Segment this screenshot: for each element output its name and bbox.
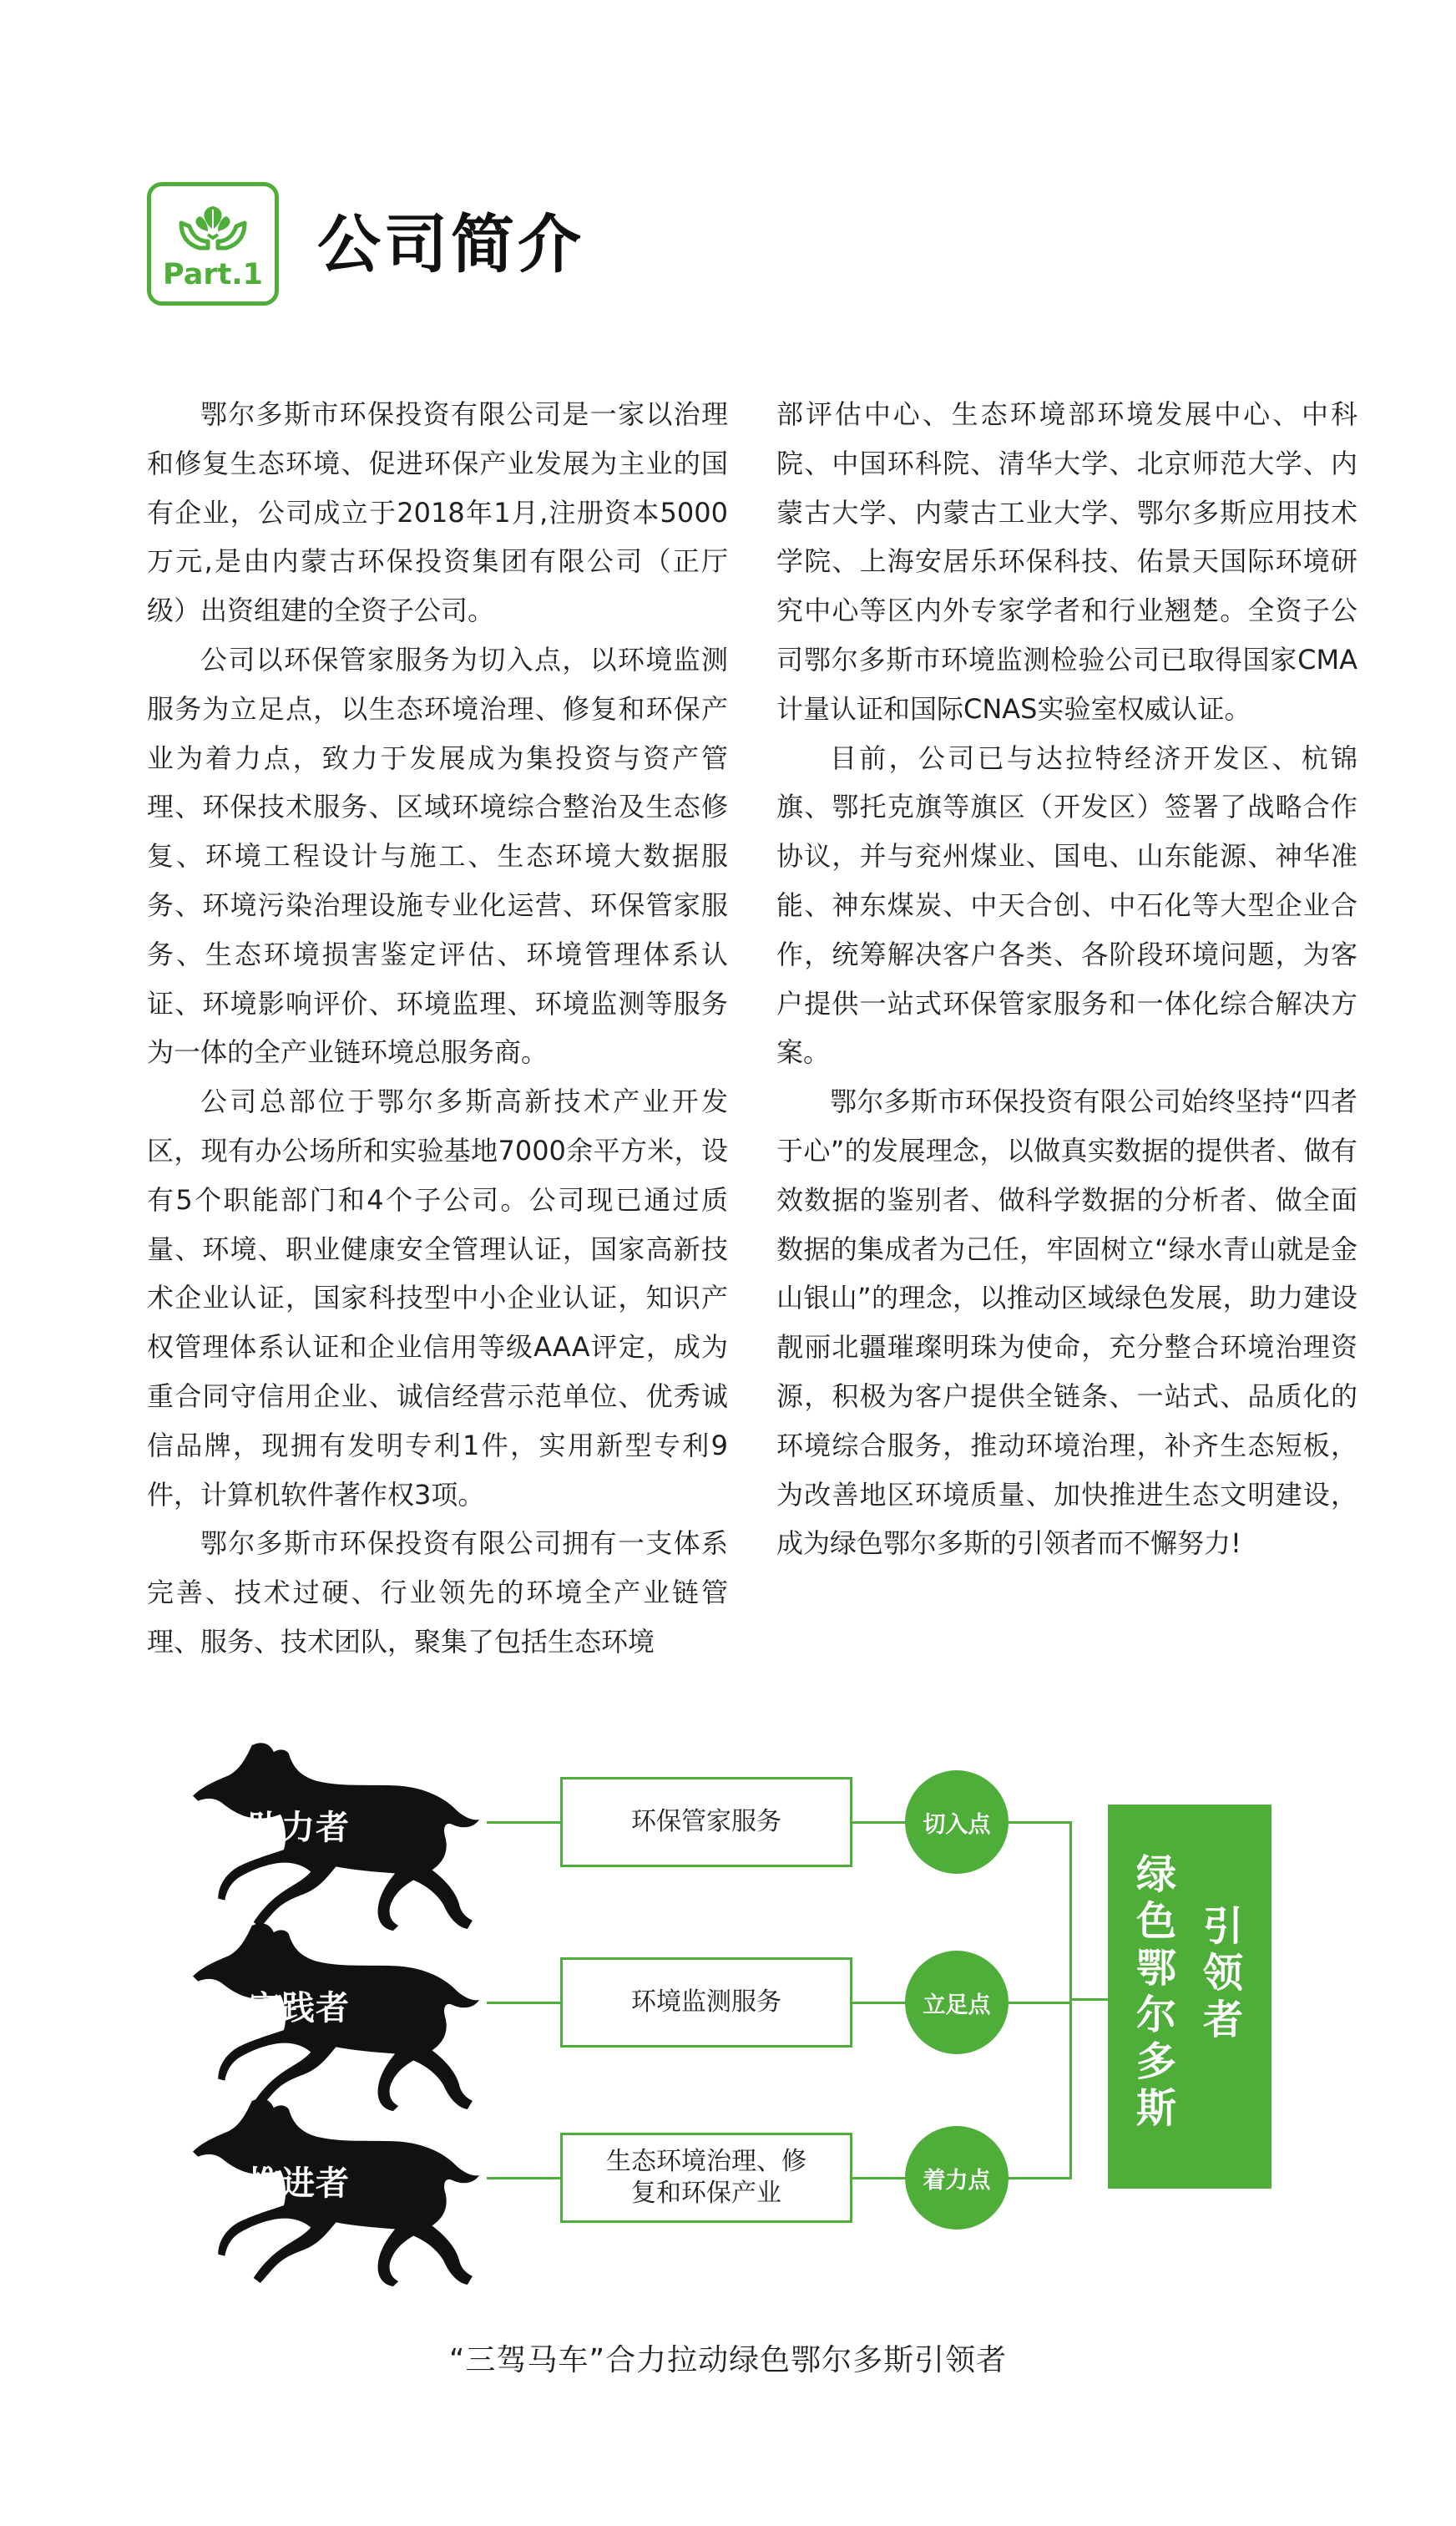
paragraph: 公司总部位于鄂尔多斯高新技术产业开发区，现有办公场所和实验基地7000余平方米，设有5个职能部门和4个子公司。公司现已通过质量、环境、职业健康安全管理认证，国家高新技术企业认证，国家科技型中小企业认证，知识产权管理体系认证和企业信用等级AAA评定，成为重合同守信用企业、诚信经营示范单位、优秀诚信品牌，现拥有发明专利1件，实用新型专利9件，计算机软件著作权3项。 [147,1086,728,1511]
badge-label: Part.1 [163,258,263,291]
horse-label-practitioner: 实践者 [247,1989,350,2027]
paragraph: 公司以环保管家服务为切入点，以环境监测服务为立足点，以生态环境治理、修复和环保产业为着力点，致力于发展成为集投资与资产管理、环保技术服务、区域环境综合整治及生态修复、环境工程设计与施工、生态环境大数据服务、环境污染治理设施专业化运营、环保管家服务、生态环境损害鉴定评估、环境管理体系认证、环境影响评价、环境监理、环境监测等服务为一体的全产业链环境总服务商。 [147,643,728,1069]
connector-line [852,2177,906,2179]
page-title: 公司简介 [317,207,584,281]
paragraph: 鄂尔多斯市环保投资有限公司拥有一支体系完善、技术过硬、行业领先的环境全产业链管理、服务、技术团队，聚集了包括生态环境 [147,1527,728,1658]
point-circle-foothold: 立足点 [905,1951,1009,2054]
connector-line [852,2002,906,2004]
connector-line [487,2177,562,2179]
left-column [147,390,728,1667]
point-circle-focus: 着力点 [905,2126,1009,2230]
connector-line [852,1821,906,1824]
paragraph: 鄂尔多斯市环保投资有限公司始终坚持“四者于心”的发展理念，以做真实数据的提供者、做有效数据的鉴别者、做科学数据的分析者、做全面数据的集成者为己任，牢固树立“绿水青山就是金山银山”的理念，以推动区域绿色发展，助力建设靓丽北疆璀璨明珠为使命，充分整合环境治理资源，积极为客户提供全链条、一站式、品质化的环境综合服务，推动环境治理，补齐生态短板，为改善地区环境质量、加快推进生态文明建设，成为绿色鄂尔多斯的引领者而不懈努力! [776,1086,1357,1560]
point-circle-entry: 切入点 [905,1770,1009,1874]
leaf-hands-icon [174,198,251,258]
paragraph: 鄂尔多斯市环保投资有限公司是一家以治理和修复生态环境、促进环保产业发展为主业的国有企业，公司成立于2018年1月,注册资本5000万元,是由内蒙古环保投资集团有限公司（正厅级）出资组建的全资子公司。 [147,398,728,627]
service-box-monitoring: 环境监测服务 [560,1957,852,2048]
connector-line [1069,1998,1108,2001]
leader-box-subtitle: 引领者 [1202,1903,1243,2043]
connector-line [1009,2002,1070,2004]
service-box-governance: 生态环境治理、修复和环保产业 [560,2133,852,2223]
horse-label-helper: 助力者 [247,1809,350,1847]
connector-line [487,2002,562,2004]
diagram-caption: “三驾马车”合力拉动绿色鄂尔多斯引领者 [448,2343,1008,2377]
paragraph: 目前，公司已与达拉特经济开发区、杭锦旗、鄂托克旗等旗区（开发区）签署了战略合作协议，并与兖州煤业、国电、山东能源、神华准能、神东煤炭、中天合创、中石化等大型企业合作，统筹解决客户各类、各阶段环境问题，为客户提供一站式环保管家服务和一体化综合解决方案。 [776,742,1357,1069]
leader-box [1108,1805,1271,2189]
leader-box-title: 绿色鄂尔多斯 [1135,1851,1176,2132]
connector-line [1009,2177,1070,2179]
horse-label-promoter: 推进者 [247,2164,350,2203]
service-box-steward: 环保管家服务 [560,1777,852,1867]
connector-line [487,1821,562,1824]
paragraph: 部评估中心、生态环境部环境发展中心、中科院、中国环科院、清华大学、北京师范大学、内蒙古大学、内蒙古工业大学、鄂尔多斯应用技术学院、上海安居乐环保科技、佑景天国际环境研究中心等区内外专家学者和行业翘楚。全资子公司鄂尔多斯市环境监测检验公司已取得国家CMA计量认证和国际CNAS实验室权威认证。 [776,398,1357,725]
connector-line [1009,1821,1070,1824]
right-column [776,390,1357,1568]
part-badge [147,182,279,306]
